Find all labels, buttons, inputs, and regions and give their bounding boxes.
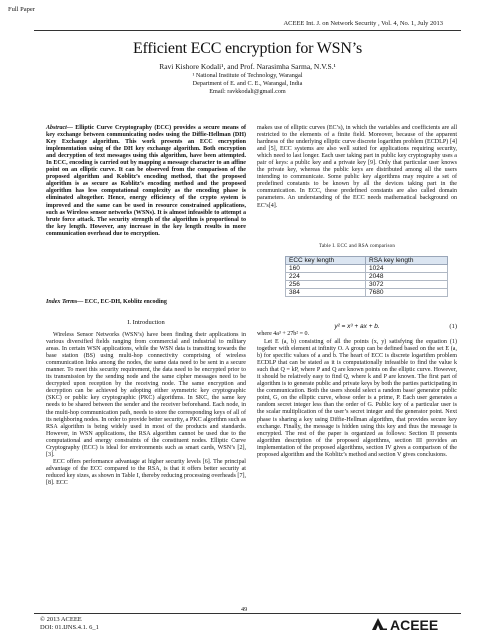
table-cell: 160 [286, 265, 366, 273]
right-paragraph-1-text: makes use of elliptic curves (EC’s), in which the variables and coefficients are all restricted to the elements of a finite field. Moreover, because of the apparent hardness of the underlying elliptic curve discrete logarithm problem (ECDLP) [4] and [5], ECC systems are also well suited for applications requiring security, which need to last longer. Each user taking part in public key cryptography uses a pair of keys: a public key and a private key [9]. Only that particular user knows the private key, whereas the public keys are distributed among all the users intending to communicate. Some public key algorithms may require a set of predefined constants to be known by all the devices taking part in the communication. In ECC, these predefined constants are also called domain parameters. An understanding of the ECC needs mathematical background on EC’s[4]. [257, 125, 457, 209]
table-header-rsa: RSA key length [366, 257, 448, 265]
header-rule [34, 30, 461, 31]
page-number: 49 [241, 606, 248, 613]
introduction-body [46, 332, 246, 487]
key-length-table [285, 256, 448, 297]
table-cell: 384 [286, 289, 366, 297]
aceee-logo [370, 614, 460, 634]
index-terms [46, 299, 246, 306]
footer-copyright-block [40, 616, 99, 632]
affiliation-institute: ¹ National Institute of Technology, Warangal [192, 72, 303, 79]
table-cell: 224 [286, 273, 366, 281]
paper-authors: Ravi Kishore Kodali¹, and Prof. Narasimha Sarma, N.V.S.¹ [159, 62, 336, 71]
table-cell: 7680 [366, 289, 448, 297]
introduction-paragraph-1: Wireless Sensor Networks (WSN’s) have been finding their applications in various diversified fields ranging from commercial and industrial to military areas. In certain WSN applications, while the WSN data is transiting towards the base station (BS) using multi-hop connectivity comprising of wireless communication links among the nodes, the same data need to be sent in a secure manner. To meet this security requirement, the data need to be encrypted prior to its transmission by the sending node and the same cipher messages need to be decrypted upon reception by the receiving node. The same encryption and decryption can be achieved by adopting either symmetric key cryptographic (SKC) or public key cryptographic (PKC) algorithms. In SKC, the same key needs to be shared between the sender and the receiver beforehand. Each node, in the multi-hop communication path, needs to store the corresponding keys of all of its neighboring nodes. In order to provide better security, a PKC algorithm such as RSA algorithm is being widely used in most of the products and standards. However, in WSN applications, the RSA algorithm cannot be used due to the computational and energy constraints of the constituent nodes. Elliptic Curve Cryptography (ECC) is ideal for environments such as smart cards, WSN’s [2],[3]. [46, 332, 246, 458]
table-cell: 1024 [366, 265, 448, 273]
right-column-paragraph-1 [257, 125, 457, 210]
doi: DOI: 01.IJNS.4.1. 6_1 [40, 624, 99, 631]
table-header-ecc: ECC key length [286, 257, 366, 265]
equation-number: (1) [449, 323, 457, 330]
table-row [286, 289, 448, 297]
abstract [46, 125, 246, 238]
index-terms-text: ECC, EC-DH, Koblitz encoding [83, 299, 167, 305]
section-heading-introduction: I. Introduction [127, 319, 165, 326]
equation-text: y² = x³ + ax + b. [334, 323, 380, 330]
table-caption: Table I. ECC and RSA comparison [318, 244, 396, 249]
table-row [286, 265, 448, 273]
logo-mark-icon [372, 618, 387, 630]
journal-header: ACEEE Int. J. on Network Security , Vol. 4, No. 1, July 2013 [283, 20, 443, 27]
right-column-paragraph-2 [257, 339, 457, 459]
full-paper-label: Full Paper [8, 6, 35, 13]
table-cell: 2048 [366, 273, 448, 281]
author-email: Email: ravkkodali@gmail.com [209, 88, 286, 95]
abstract-text: Elliptic Curve Cryptography (ECC) provides a secure means of key exchange between communicating nodes using the Diffie-Hellman (DH) Key Exchange algorithm. This work presents an ECC encryption implementation using of the DH key exchange algorithm. Both encryption and decryption of text messages using this algorithm, have been attempted. In ECC, encoding is carried out by mapping a message character to an affine point on an elliptic curve. It can be observed from the comparison of the proposed algorithm and Koblitz’s encoding method, that the proposed algorithm is as secure as Koblitz’s encoding method and the proposed algorithm has less computational complexity as the encoding phase is eliminated altogether. Hence, energy efficiency of the crypto system is improved and the same can be used in resource constrained applications, such as Wireless sensor networks (WSNs). It is almost infeasible to attempt a brute force attack. The security strength of the algorithm is proportional to the key length. However, any increase in the key length results in more communication overhead due to encryption. [46, 125, 246, 237]
paper-title: Efficient ECC encryption for WSN’s [132, 40, 362, 57]
table-cell: 256 [286, 281, 366, 289]
table-row [286, 281, 448, 289]
equation-where: where 4a³ + 27b² = 0. [257, 331, 310, 337]
right-paragraph-2-text: Let E (a, b) consisting of all the points (x, y) satisfying the equation (1) together with element at infinity O. A group can be defined based on the set E (a, b) for specific values of a and b. The heart of ECC is discrete logarithm problem ECDLP that can be stated as it is computationally infeasible to find the value k such that Q = kP, where P and Q are known points on the elliptic curve. However, it should be relatively easy to find Q, where k and P are known. The first part of algorithm is to generate public and private keys by both the parties participating in the communication. Both the users should select a random base/ generator public point, G, on the elliptic curve, whose order is a prime, P. Each user generates a random secret integer less than the order of G. Public key of a particular user is the scalar multiplication of the user’s secret integer and the generator point. Next phase is sharing a key using Diffie-Hellman algorithm, that provides secure key exchange. Finally, the message is hidden using this key and thus the message is encrypted. The rest of the paper is organized as follows: Section II presents algorithm description of the proposed algorithms, section III provides an implementation of the proposed algorithms, section IV gives a comparison of the proposed algorithm and the Koblitz’s method and section V gives conclusions. [257, 339, 457, 458]
table-cell: 3072 [366, 281, 448, 289]
affiliation-department: Department of E. and C. E., Warangal, India [192, 80, 303, 87]
logo-text: ACEEE [390, 617, 439, 633]
table-header-row [286, 257, 448, 265]
introduction-paragraph-2: ECC offers performance advantage at higher security levels [6]. The principal advantage of the ECC compared to the RSA, is that it offers better security at reduced key sizes, as shown in Table I, thereby reducing processing overheads [7], [8]. ECC [46, 458, 246, 486]
abstract-lead: Abstract— [46, 125, 73, 131]
copyright: © 2013 ACEEE [40, 616, 82, 623]
index-terms-lead: Index Terms— [46, 299, 84, 305]
table-row [286, 273, 448, 281]
